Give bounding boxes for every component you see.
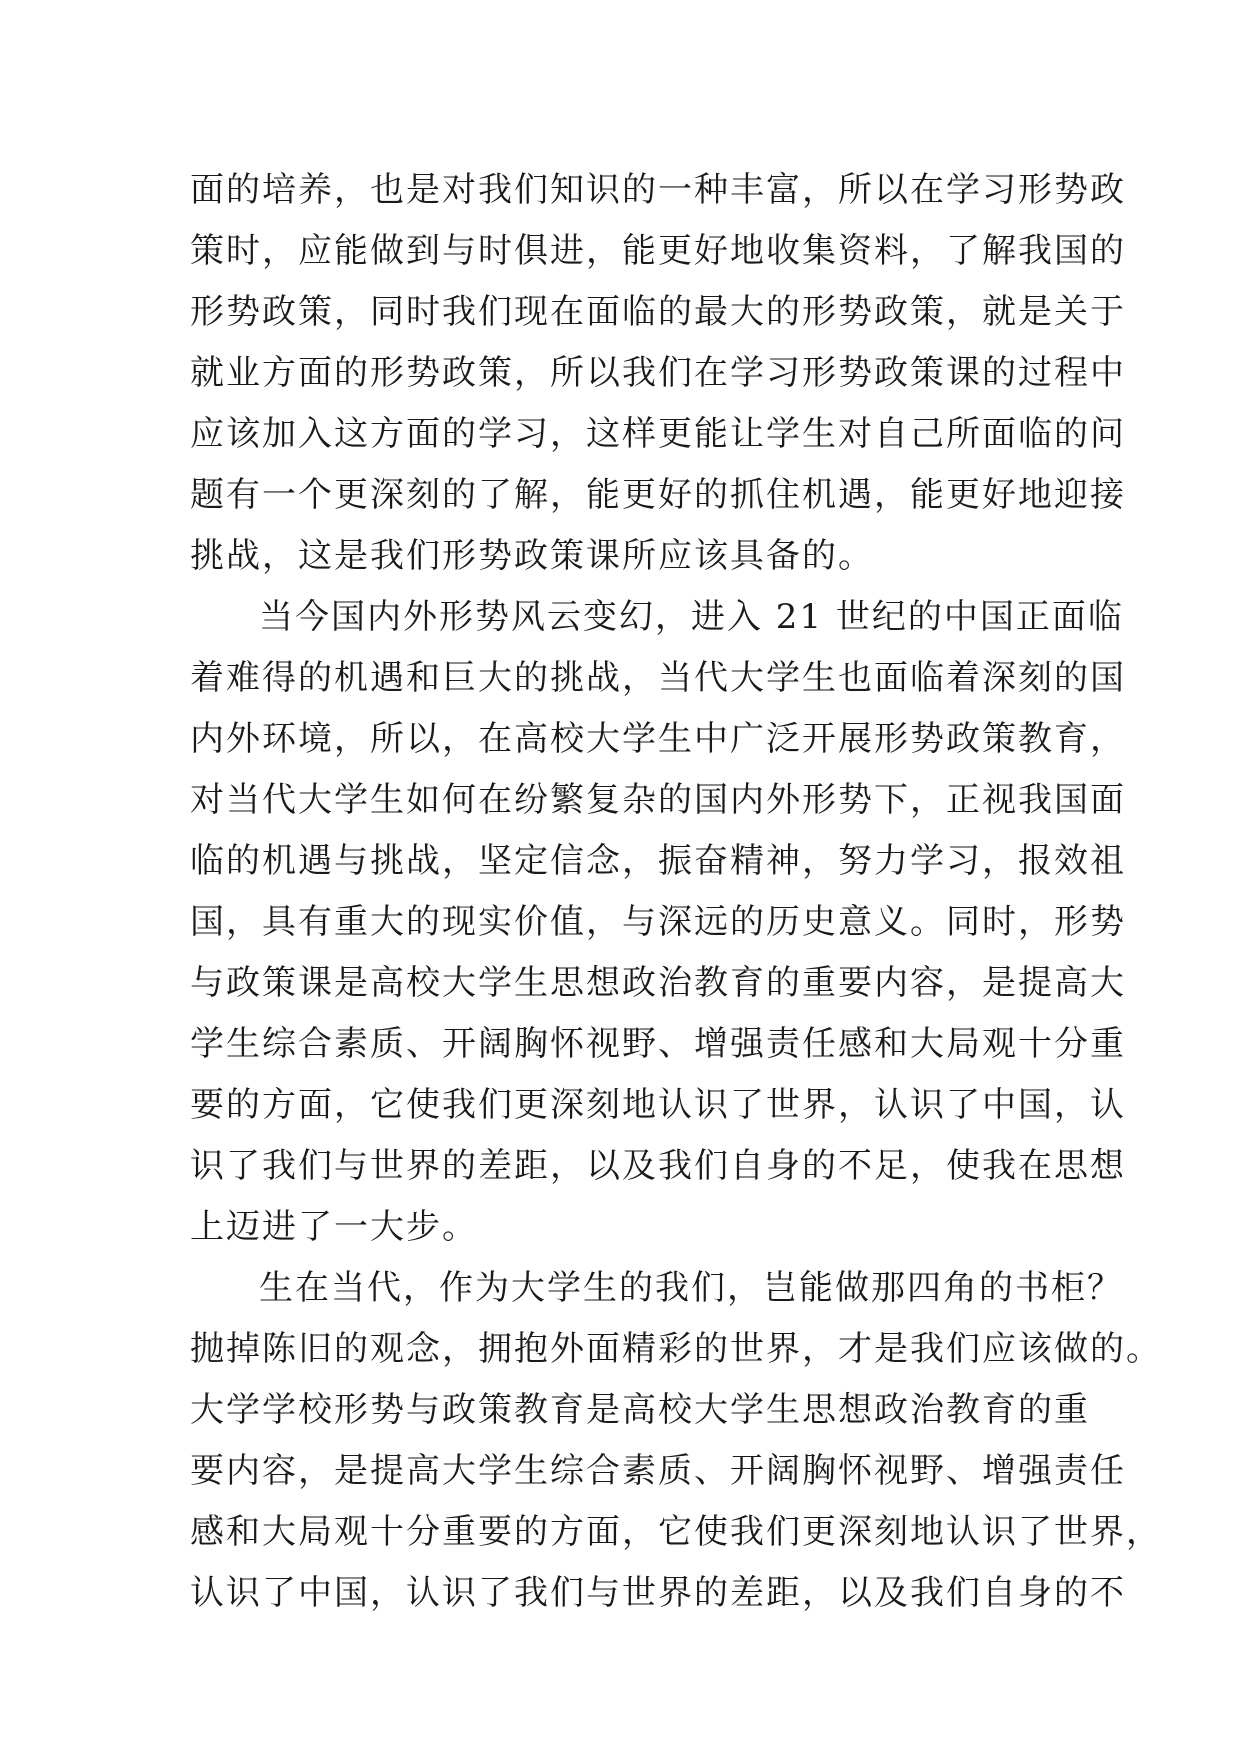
paragraph-2-line-6: 国，具有重大的现实价值，与深远的历史意义。同时，形势 bbox=[190, 902, 1126, 942]
paragraph-1-line-6: 题有一个更深刻的了解，能更好的抓住机遇，能更好地迎接 bbox=[190, 475, 1126, 515]
paragraph-2-line-7: 与政策课是高校大学生思想政治教育的重要内容，是提高大 bbox=[190, 963, 1126, 1003]
paragraph-3-line-1: 生在当代，作为大学生的我们，岂能做那四角的书柜？ bbox=[259, 1268, 1123, 1308]
paragraph-2-line-2: 着难得的机遇和巨大的挑战，当代大学生也面临着深刻的国 bbox=[190, 658, 1126, 698]
paragraph-3-line-6: 认识了中国，认识了我们与世界的差距，以及我们自身的不 bbox=[190, 1573, 1126, 1613]
paragraph-3-line-2: 抛掉陈旧的观念，拥抱外面精彩的世界，才是我们应该做的。 bbox=[190, 1329, 1162, 1369]
paragraph-2-line-5: 临的机遇与挑战，坚定信念，振奋精神，努力学习，报效祖 bbox=[190, 841, 1126, 881]
paragraph-2-line-9: 要的方面，它使我们更深刻地认识了世界，认识了中国，认 bbox=[190, 1085, 1126, 1125]
paragraph-1-line-4: 就业方面的形势政策，所以我们在学习形势政策课的过程中 bbox=[190, 353, 1126, 393]
paragraph-2-line-4: 对当代大学生如何在纷繁复杂的国内外形势下，正视我国面 bbox=[190, 780, 1126, 820]
paragraph-3-line-4: 要内容，是提高大学生综合素质、开阔胸怀视野、增强责任 bbox=[190, 1451, 1126, 1491]
paragraph-2-line-10: 识了我们与世界的差距，以及我们自身的不足，使我在思想 bbox=[190, 1146, 1126, 1186]
paragraph-2-line-11: 上迈进了一大步。 bbox=[190, 1207, 478, 1247]
paragraph-1-line-7: 挑战，这是我们形势政策课所应该具备的。 bbox=[190, 536, 874, 576]
body-text bbox=[190, 160, 1162, 1624]
paragraph-1-line-5: 应该加入这方面的学习，这样更能让学生对自己所面临的问 bbox=[190, 414, 1126, 454]
paragraph-1-line-1: 面的培养，也是对我们知识的一种丰富，所以在学习形势政 bbox=[190, 170, 1126, 210]
paragraph-2-line-3: 内外环境，所以，在高校大学生中广泛开展形势政策教育， bbox=[190, 719, 1126, 759]
paragraph-2-line-1: 当今国内外形势风云变幻，进入 21 世纪的中国正面临 bbox=[259, 597, 1124, 637]
paragraph-3-line-3: 大学学校形势与政策教育是高校大学生思想政治教育的重 bbox=[190, 1390, 1090, 1430]
paragraph-1-line-2: 策时，应能做到与时俱进，能更好地收集资料，了解我国的 bbox=[190, 231, 1126, 271]
paragraph-3-line-5: 感和大局观十分重要的方面，它使我们更深刻地认识了世界， bbox=[190, 1512, 1162, 1552]
paragraph-2-line-8: 学生综合素质、开阔胸怀视野、增强责任感和大局观十分重 bbox=[190, 1024, 1126, 1064]
paragraph-1-line-3: 形势政策，同时我们现在面临的最大的形势政策，就是关于 bbox=[190, 292, 1126, 332]
